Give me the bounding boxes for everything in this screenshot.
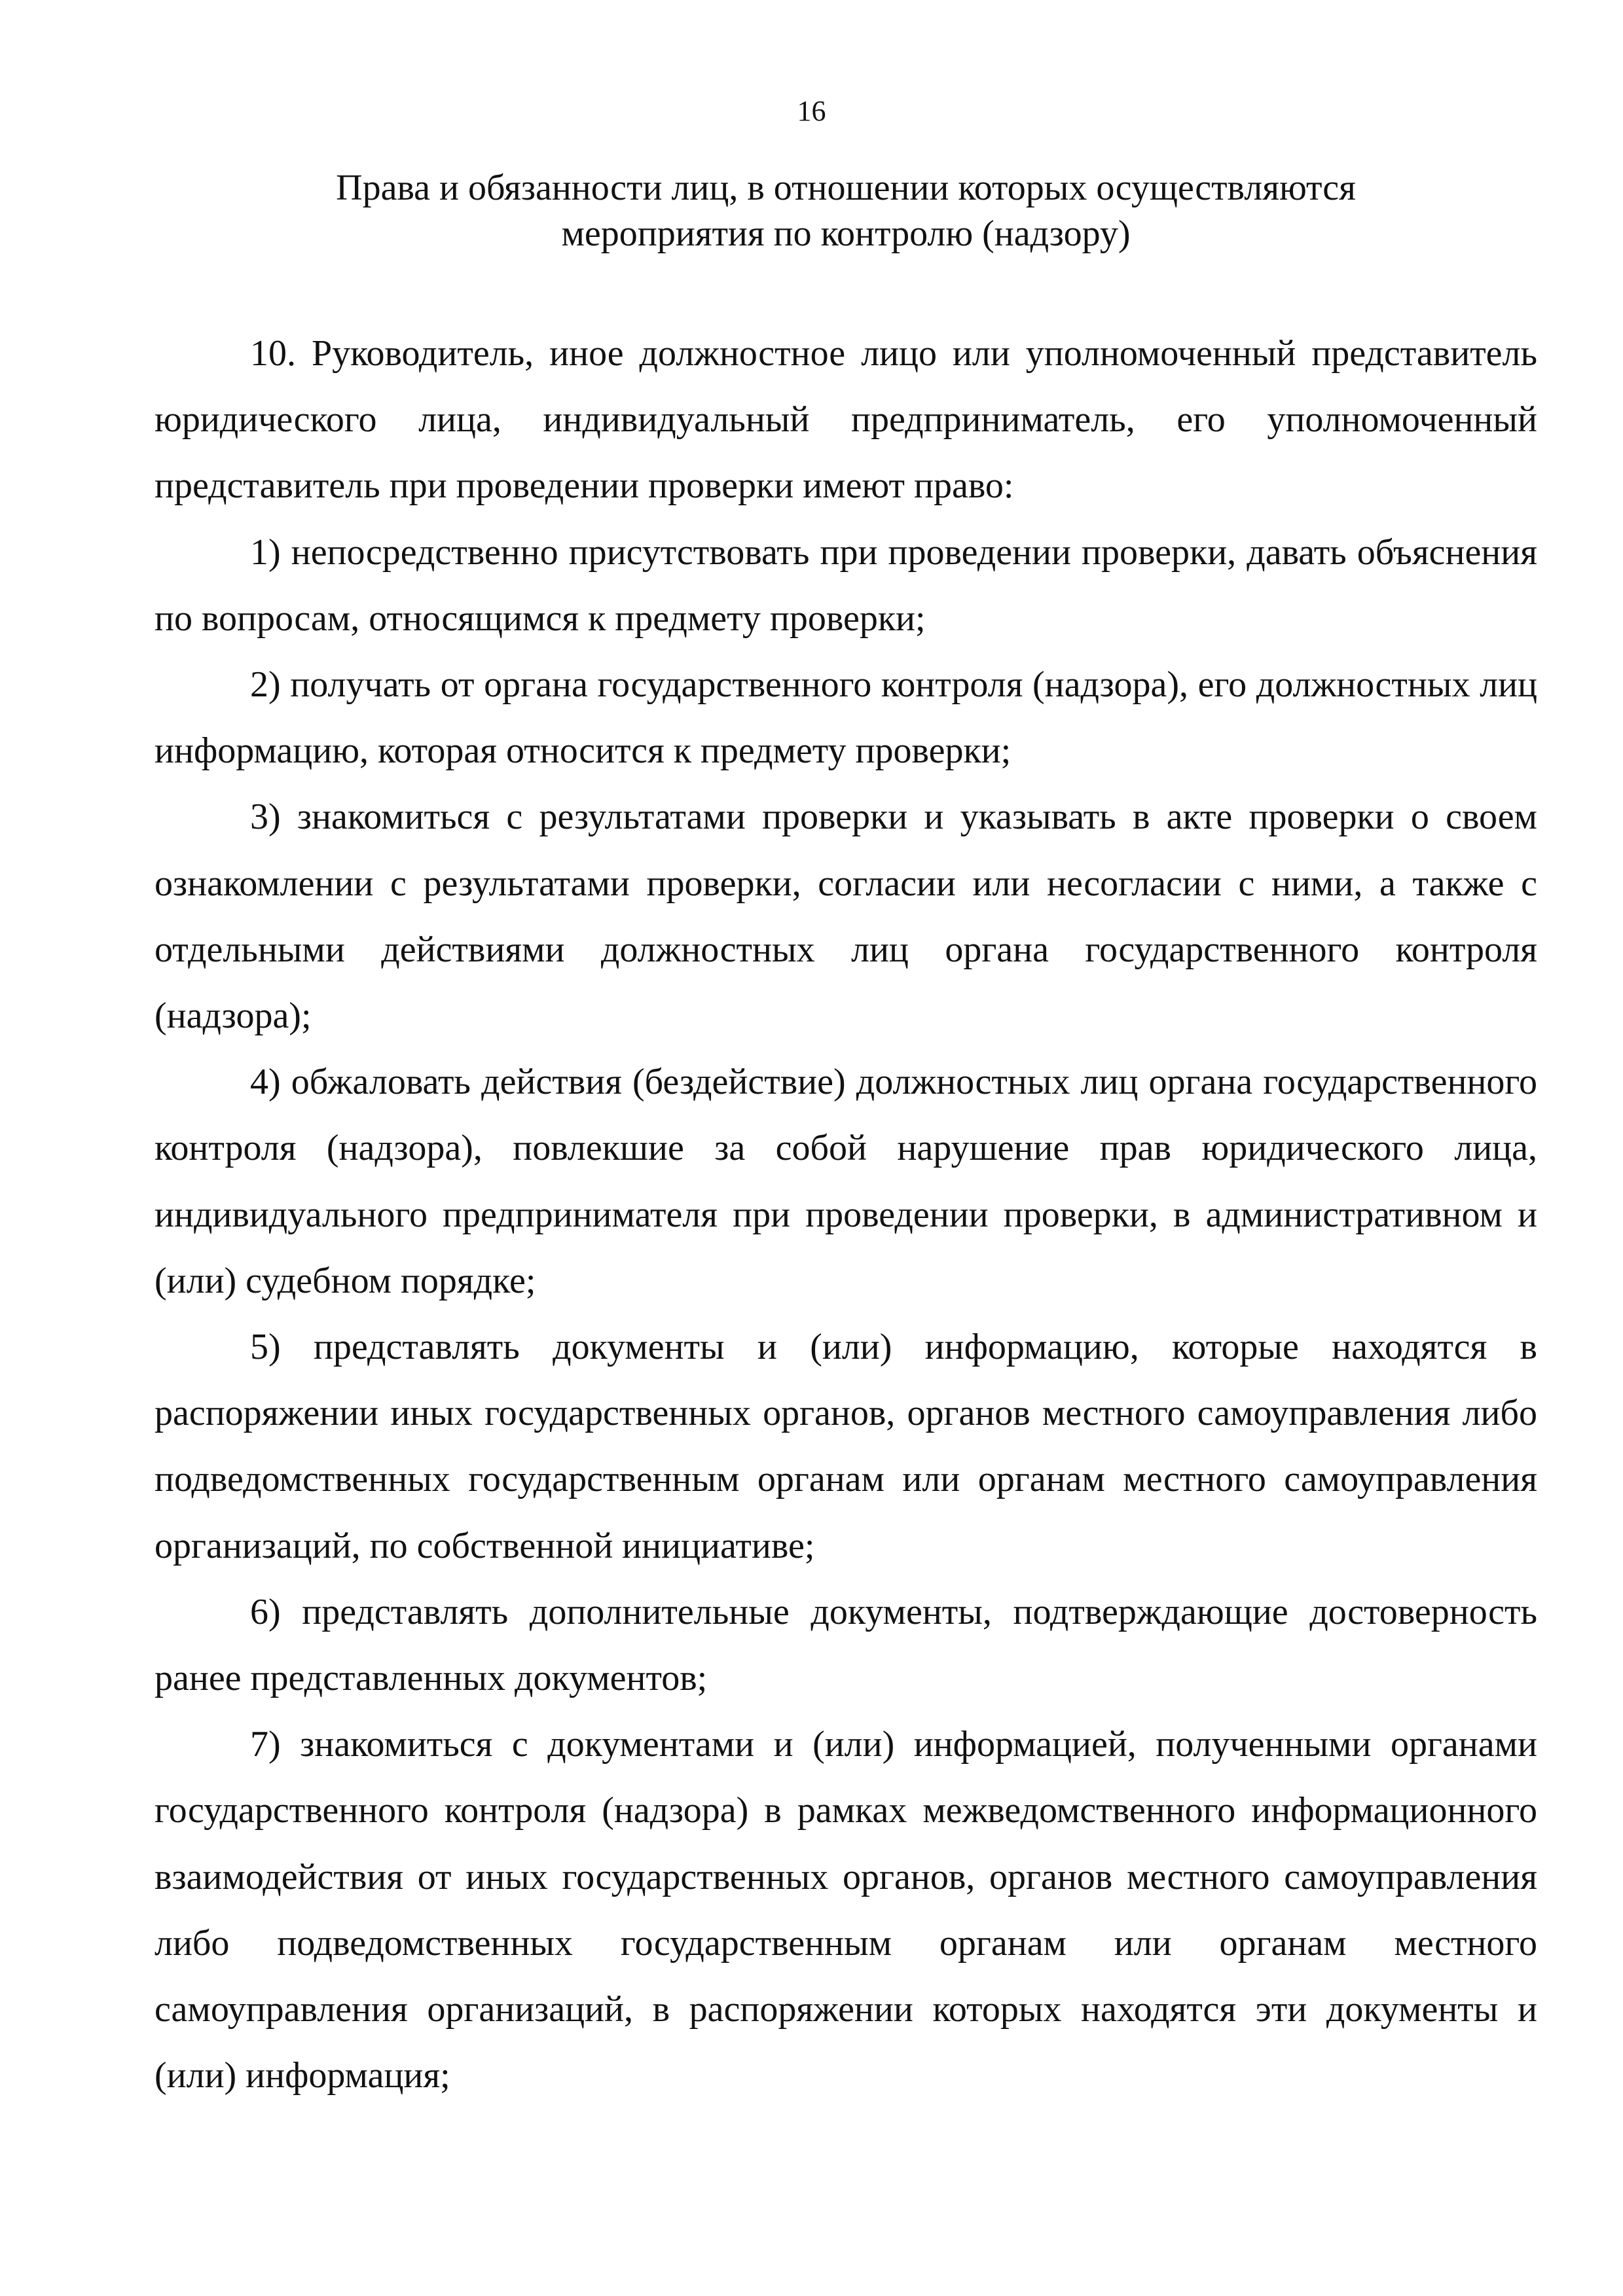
paragraph-item-6: 6) представлять дополнительные документы, подтверждающие достоверность ранее представленных документов; (155, 1591, 1537, 1699)
section-heading-line-2: мероприятия по контролю (надзору) (561, 213, 1131, 254)
paragraph-item-7: 7) знакомиться с документами и (или) информацией, полученными органами государственного контроля (надзора) в рамках межведомственного информационного взаимодействия от иных государственных органов, органов местного самоуправления либо подведомственных государственным органам или органам местного самоуправления организаций, в распоряжении которых находятся эти документы и (или) информация; (155, 1724, 1537, 2096)
paragraph-item-1: 1) непосредственно присутствовать при проведении проверки, давать объяснения по вопросам, относящимся к предмету проверки; (155, 531, 1537, 639)
paragraph-item-3: 3) знакомиться с результатами проверки и указывать в акте проверки о своем ознакомлении с результатами проверки, согласии или несогласии с ними, а также с отдельными действиями должностных лиц органа государственного контроля (надзора); (155, 797, 1537, 1037)
document-body (155, 321, 1537, 2109)
paragraph-item-2: 2) получать от органа государственного контроля (надзора), его должностных лиц информацию, которая относится к предмету проверки; (155, 664, 1537, 772)
section-heading-line-1: Права и обязанности лиц, в отношении которых осуществляются (336, 168, 1356, 208)
page-number: 16 (797, 95, 826, 127)
paragraph-item-4: 4) обжаловать действия (бездействие) должностных лиц органа государственного контроля (надзора), повлекшие за собой нарушение прав юридического лица, индивидуального предпринимателя при проведении проверки, в административном и (или) судебном порядке; (155, 1062, 1537, 1301)
paragraph-item-5: 5) представлять документы и (или) информацию, которые находятся в распоряжении иных государственных органов, органов местного самоуправления либо подведомственных государственным органам или органам местного самоуправления организаций, по собственной инициативе; (155, 1327, 1537, 1566)
paragraph-10: 10. Руководитель, иное должностное лицо или уполномоченный представитель юридического лица, индивидуальный предприниматель, его уполномоченный представитель при проведении проверки имеют право: (155, 333, 1537, 507)
section-heading (155, 165, 1537, 257)
